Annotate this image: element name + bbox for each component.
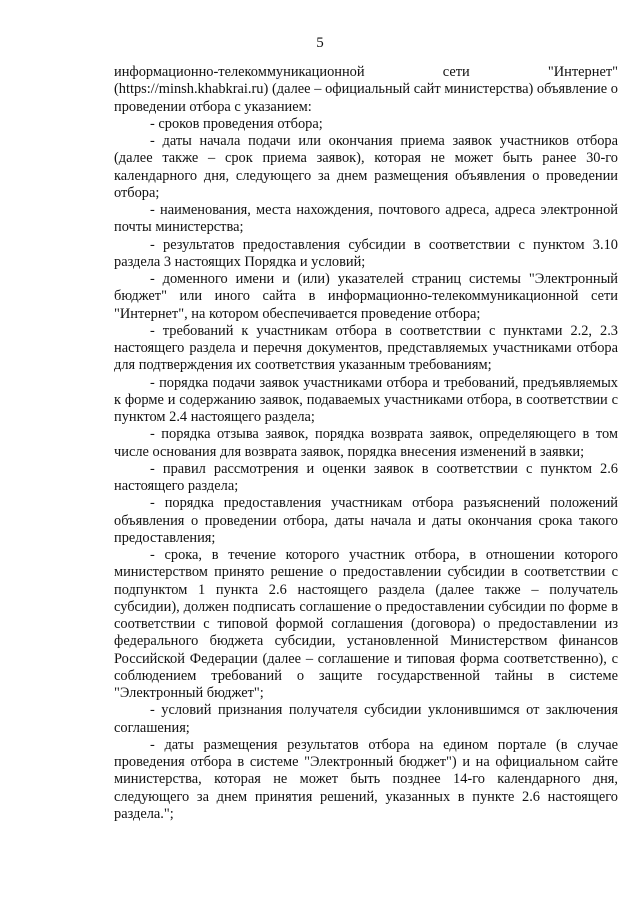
list-item-selection-terms: - сроков проведения отбора; bbox=[150, 115, 323, 132]
document-body bbox=[114, 64, 618, 823]
list-item-evasion-conditions: - условий признания получателя субсидии уклонившимся от заключения соглашения; bbox=[114, 702, 618, 736]
list-item-participant-requirements: - требований к участникам отбора в соответствии с пунктами 2.2, 2.3 настоящего раздела и перечня документов, представляемых участниками отбора для подтверждения их соответствия указанным требованиям; bbox=[114, 322, 618, 374]
list-item-withdrawal-procedure: - порядка отзыва заявок, порядка возврата заявок, определяющего в том числе основания для возврата заявок, порядка внесения изменений в заявки; bbox=[114, 426, 618, 460]
list-item-application-procedure: - порядка подачи заявок участниками отбора и требований, предъявляемых к форме и содержанию заявок, подаваемых участниками отбора, в соответствии с пунктом 2.4 настоящего раздела; bbox=[114, 374, 618, 425]
list-item-subsidy-results: - результатов предоставления субсидии в соответствии с пунктом 3.10 раздела 3 настоящих Порядка и условий; bbox=[114, 236, 618, 270]
list-item-agreement-deadline: - срока, в течение которого участник отбора, в отношении которого министерством принято решение о предоставлении субсидии в соответствии с подпунктом 1 пункта 2.6 настоящего раздела (далее также – получатель субсидии), должен подписать соглашение о предоставлении субсидии по форме в соответствии с типовой формой соглашения (договора) о предоставлении из федерального бюджета субсидии, установленной Министерством финансов Российской Федерации (далее – соглашение и типовая форма соответственно), с соблюдением требований о защите государственной тайны в системе "Электронный бюджет"; bbox=[114, 547, 618, 701]
page-number: 5 bbox=[316, 35, 324, 51]
paragraph-continuation: информационно-телекоммуникационной сети "Интернет" (https://minsh.khabkrai.ru) (далее – официальный сайт министерства) объявление о проведении отбора с указанием: bbox=[114, 64, 618, 115]
list-item-ministry-contacts: - наименования, места нахождения, почтового адреса, адреса электронной почты министерства; bbox=[114, 202, 618, 236]
list-item-domain-names: - доменного имени и (или) указателей страниц системы "Электронный бюджет" или иного сайта в информационно-телекоммуникационной сети "Интернет", на котором обеспечивается проведение отбора; bbox=[114, 271, 618, 322]
list-item-clarifications: - порядка предоставления участникам отбора разъяснений положений объявления о проведении отбора, даты начала и даты окончания срока такого предоставления; bbox=[114, 495, 618, 546]
list-item-results-publication: - даты размещения результатов отбора на едином портале (в случае проведения отбора в системе "Электронный бюджет") и на официальном сайте министерства, которая не может быть позднее 14-го календарного дня, следующего за днем принятия решений, указанных в пункте 2.6 настоящего раздела."; bbox=[114, 736, 618, 822]
list-item-application-dates: - даты начала подачи или окончания приема заявок участников отбора (далее также – срок приема заявок), которая не может быть ранее 30-го календарного дня, следующего за днем размещения объявления о проведении отбора; bbox=[114, 133, 618, 201]
list-item-evaluation-rules: - правил рассмотрения и оценки заявок в соответствии с пунктом 2.6 настоящего раздела; bbox=[114, 460, 618, 494]
